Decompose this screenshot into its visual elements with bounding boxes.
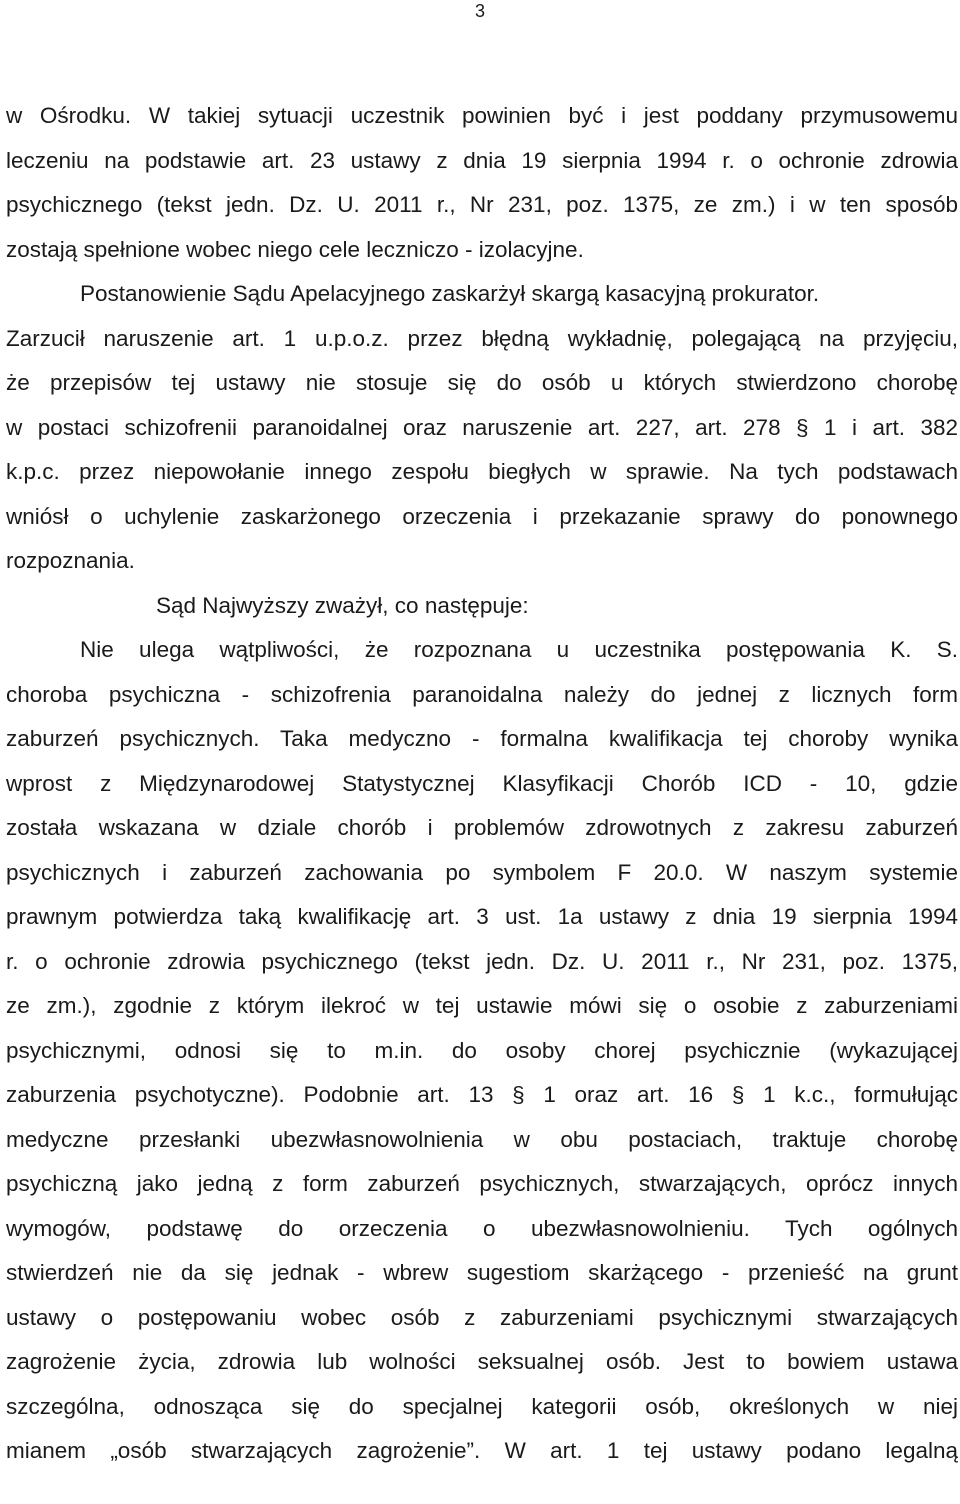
text-line: k.p.c. przez niepowołanie innego zespołu biegłych w sprawie. Na tych podstawach — [6, 459, 958, 484]
text-line: zagrożenie życia, zdrowia lub wolności seksualnej osób. Jest to bowiem ustawa — [6, 1349, 958, 1374]
text-line: leczeniu na podstawie art. 23 ustawy z dnia 19 sierpnia 1994 r. o ochronie zdrowia — [6, 147, 958, 173]
text-line: Postanowienie Sądu Apelacyjnego zaskarżył skargą kasacyjną prokurator. — [80, 281, 820, 306]
text-line: wprost z Międzynarodowej Statystycznej Klasyfikacji Chorób ICD - 10, gdzie — [6, 770, 958, 796]
text-line: psychicznymi, odnosi się to m.in. do osoby chorej psychicznie (wykazującej — [6, 1037, 958, 1063]
text-line: prawnym potwierdza taką kwalifikację art. 3 ust. 1a ustawy z dnia 19 sierpnia 1994 — [6, 904, 958, 929]
text-line: stwierdzeń nie da się jednak - wbrew sugestiom skarżącego - przenieść na grunt — [6, 1260, 958, 1285]
text-line: wymogów, podstawę do orzeczenia o ubezwłasnowolnieniu. Tych ogólnych — [6, 1215, 958, 1241]
text-line: że przepisów tej ustawy nie stosuje się do osób u których stwierdzono chorobę — [6, 370, 958, 395]
text-line: psychicznego (tekst jedn. Dz. U. 2011 r., Nr 231, poz. 1375, ze zm.) i w ten sposób — [6, 192, 958, 217]
page-number: 3 — [474, 1, 485, 21]
document-body — [6, 94, 958, 1474]
text-line: medyczne przesłanki ubezwłasnowolnienia w obu postaciach, traktuje chorobę — [6, 1126, 958, 1152]
text-line: ustawy o postępowaniu wobec osób z zaburzeniami psychicznymi stwarzających — [6, 1304, 958, 1330]
text-line: szczególna, odnosząca się do specjalnej kategorii osób, określonych w niej — [6, 1393, 958, 1419]
text-line: zaburzeń psychicznych. Taka medyczno - formalna kwalifikacja tej choroby wynika — [6, 726, 958, 751]
text-line: wniósł o uchylenie zaskarżonego orzeczenia i przekazanie sprawy do ponownego — [6, 503, 958, 529]
text-line: została wskazana w dziale chorób i problemów zdrowotnych z zakresu zaburzeń — [6, 815, 958, 840]
text-line: psychiczną jako jedną z form zaburzeń psychicznych, stwarzających, oprócz innych — [6, 1171, 958, 1196]
text-line: psychicznych i zaburzeń zachowania po symbolem F 20.0. W naszym systemie — [6, 859, 958, 885]
text-line: rozpoznania. — [6, 548, 135, 573]
text-line: w Ośrodku. W takiej sytuacji uczestnik powinien być i jest poddany przymusowemu — [6, 103, 958, 128]
text-line: choroba psychiczna - schizofrenia paranoidalna należy do jednej z licznych form — [6, 681, 958, 707]
text-line: Nie ulega wątpliwości, że rozpoznana u uczestnika postępowania K. S. — [80, 637, 958, 662]
text-line: w postaci schizofrenii paranoidalnej oraz naruszenie art. 227, art. 278 § 1 i art. 382 — [6, 414, 958, 440]
text-line: r. o ochronie zdrowia psychicznego (tekst jedn. Dz. U. 2011 r., Nr 231, poz. 1375, — [6, 948, 958, 974]
text-line: ze zm.), zgodnie z którym ilekroć w tej ustawie mówi się o osobie z zaburzeniami — [6, 993, 958, 1018]
text-line: Zarzucił naruszenie art. 1 u.p.o.z. przez błędną wykładnię, polegającą na przyjęciu, — [6, 325, 958, 351]
text-line: zaburzenia psychotyczne). Podobnie art. 13 § 1 oraz art. 16 § 1 k.c., formułując — [6, 1082, 958, 1107]
text-line: Sąd Najwyższy zważył, co następuje: — [156, 592, 529, 618]
text-line: mianem „osób stwarzających zagrożenie”. W art. 1 tej ustawy podano legalną — [6, 1438, 958, 1463]
text-line: zostają spełnione wobec niego cele leczniczo - izolacyjne. — [6, 236, 584, 262]
